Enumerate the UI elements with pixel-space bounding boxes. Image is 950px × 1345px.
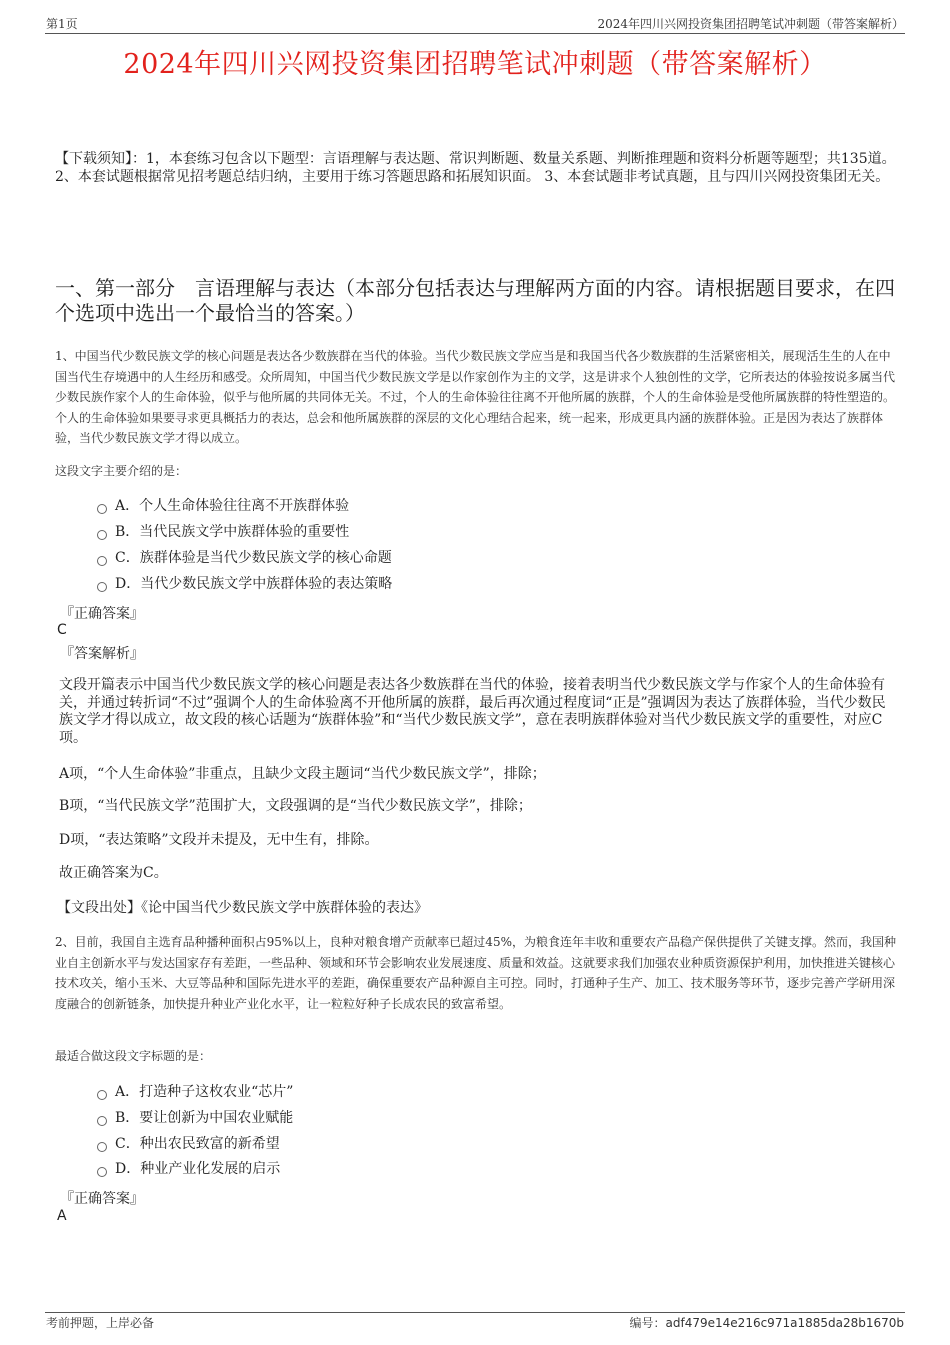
page-title: 2024年四川兴网投资集团招聘笔试冲刺题（带答案解析） [123,49,827,80]
q1-answer-label: 『正确答案』 [60,606,144,622]
download-notice: 【下载须知】：1，本套练习包含以下题型：言语理解与表达题、常识判断题、数量关系题、判断推理题和资料分析题等题型；共135道。 2、本套试题根据常见招考题总结归纳，主要用于练习答题思路和拓展知识面。 3、本套试题非考试真题，且与四川兴网投资集团无关。 [55,151,896,185]
q2-answer: A [57,1208,67,1224]
footer-slogan: 考前押题，上岸必备 [46,1316,155,1330]
header-divider [45,33,905,34]
q2-option-d[interactable]: D．种业产业化发展的启示 [97,1159,280,1179]
page-number: 第1页 [46,17,78,31]
q1-option-a[interactable]: A．个人生命体验往往离不开族群体验 [97,496,349,516]
q1-option-d[interactable]: D．当代少数民族文学中族群体验的表达策略 [97,574,392,594]
document-code: 编号：adf479e14e216c971a1885da28b1670b [629,1316,904,1330]
header-doc-title: 2024年四川兴网投资集团招聘笔试冲刺题（带答案解析） [597,17,904,31]
q1-option-b[interactable]: B．当代民族文学中族群体验的重要性 [97,522,349,542]
radio-icon[interactable] [97,582,107,592]
q2-option-c[interactable]: C．种出农民致富的新希望 [97,1134,280,1154]
q1-source: 【文段出处】《论中国当代少数民族文学中族群体验的表达》 [57,900,428,916]
q2-option-b[interactable]: B．要让创新为中国农业赋能 [97,1108,293,1128]
q1-analysis-paragraph: A项，“个人生命体验”非重点，且缺少文段主题词“当代少数民族文学”，排除； [59,766,546,782]
question-2-text: 2、目前，我国自主选育品种播种面积占95%以上，良种对粮食增产贡献率已超过45%，为粮食连年丰收和重要农产品稳产保供提供了关键支撑。然而，我国种业自主创新水平与发达国家存有差距，一些品种、领域和环节会影响农业发展速度、质量和效益。这就要求我们加强农业种质资源保护利用，加快推进关键核心技术攻关，缩小玉米、大豆等品种和国际先进水平的差距，确保重要农产品种源自主可控。同时，打通种子生产、加工、技术服务等环节，逐步完善产学研用深度融合的创新链条，加快提升种业产业化水平，让一粒粒好种子长成农民的致富希望。 [55,935,896,1011]
q2-answer-label: 『正确答案』 [60,1191,144,1207]
q1-analysis-paragraph: D项，“表达策略”文段并未提及，无中生有，排除。 [59,832,379,848]
radio-icon[interactable] [97,556,107,566]
question-1-prompt: 这段文字主要介绍的是： [55,464,188,478]
q1-analysis-label: 『答案解析』 [60,646,144,662]
question-1-text: 1、中国当代少数民族文学的核心问题是表达各少数族群在当代的体验。当代少数民族文学应当是和我国当代各少数族群的生活紧密相关，展现活生生的人在中国当代生存境遇中的人生经历和感受。众所周知，中国当代少数民族文学是以作家创作为主的文学，这是讲求个人独创性的文学，它所表达的体验按说多属当代少数民族作家个人的生命体验，似乎与他所属的共同体无关。不过，个人的生命体验往往离不开他所属的族群，个人的生命体验是受他所属族群的特性塑造的。个人的生命体验如果要寻求更具概括力的表达，总会和他所属族群的深层的文化心理结合起来，统一起来，形成更具内涵的族群体验。正是因为表达了族群体验，当代少数民族文学才得以成立。 [55,349,896,445]
q2-option-a[interactable]: A．打造种子这枚农业“芯片” [97,1082,293,1102]
radio-icon[interactable] [97,1142,107,1152]
radio-icon[interactable] [97,1090,107,1100]
radio-icon[interactable] [97,1167,107,1177]
question-2-prompt: 最适合做这段文字标题的是： [55,1049,212,1063]
q1-analysis-conclusion: 故正确答案为C。 [59,865,168,881]
q1-option-c[interactable]: C．族群体验是当代少数民族文学的核心命题 [97,548,392,568]
radio-icon[interactable] [97,504,107,514]
footer-divider [45,1312,905,1313]
q1-analysis-paragraph: B项，“当代民族文学”范围扩大，文段强调的是“当代少数民族文学”，排除； [59,798,532,814]
section-heading: 一、第一部分 言语理解与表达（本部分包括表达与理解两方面的内容。请根据题目要求，在四个选项中选出一个最恰当的答案。） [55,276,895,325]
radio-icon[interactable] [97,530,107,540]
q1-answer: C [57,622,67,638]
q1-analysis-paragraph: 文段开篇表示中国当代少数民族文学的核心问题是表达各少数族群在当代的体验，接着表明当代少数民族文学与作家个人的生命体验有关，并通过转折词“不过”强调个人的生命体验离不开他所属的族群，最后再次通过程度词“正是”强调因为表达了族群体验，当代少数民族文学才得以成立，故文段的核心话题为“族群体验”和“当代少数民族文学”，意在表明族群体验对当代少数民族文学的重要性，对应C项。 [59,677,886,746]
radio-icon[interactable] [97,1116,107,1126]
